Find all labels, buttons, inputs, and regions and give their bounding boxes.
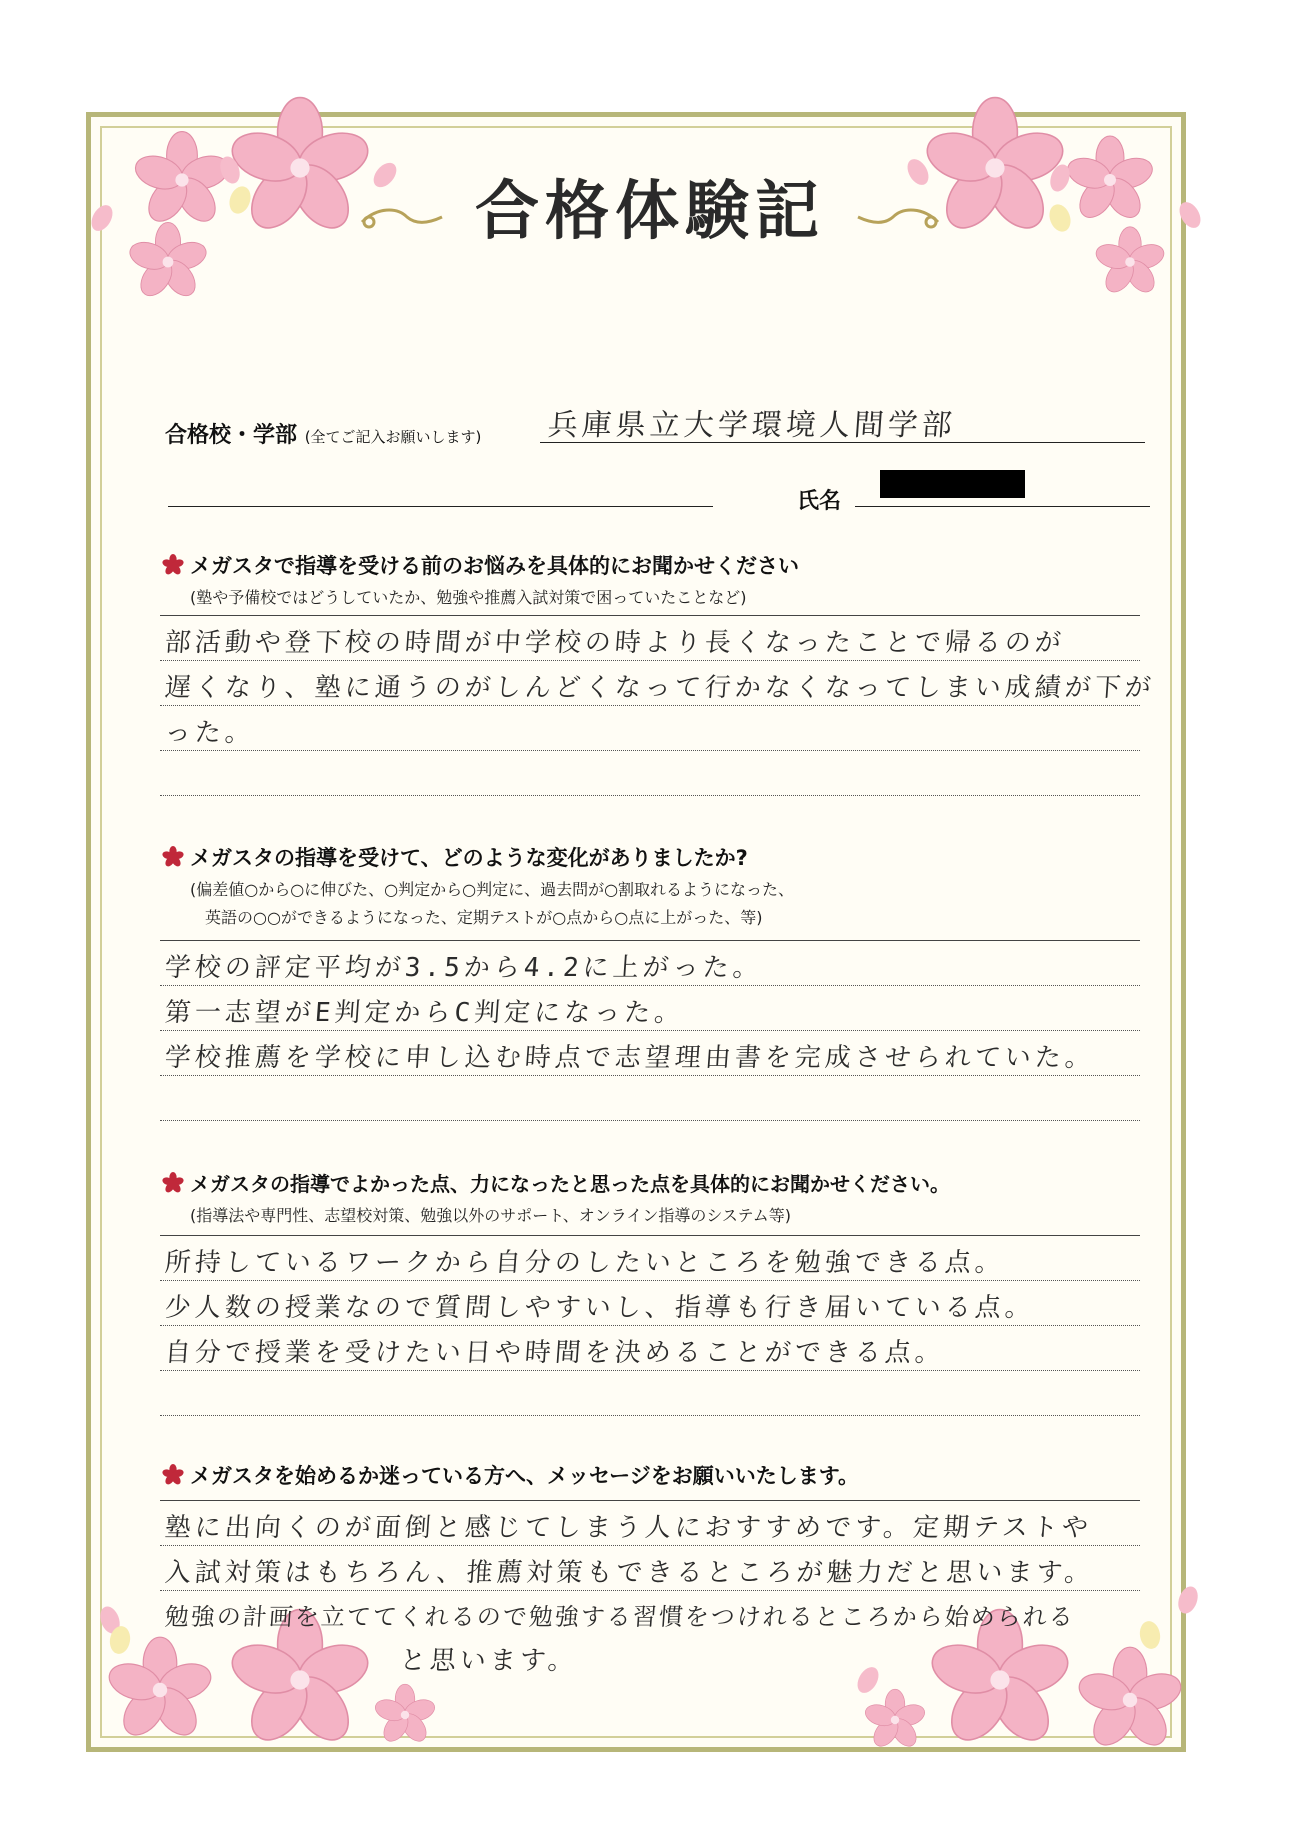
rule-line [160, 750, 1140, 751]
blossom-icon [863, 1689, 928, 1750]
section-1-answer-1: 部活動や登下校の時間が中学校の時より長くなったことで帰るのが [163, 628, 1066, 658]
section-4-heading-text: メガスタを始めるか迷っている方へ、メッセージをお願いいたします。 [190, 1464, 860, 1488]
blossom-icon [1075, 1647, 1186, 1752]
section-4-answer-2: 入試対策はもちろん、推薦対策もできるところが魅力だと思います。 [163, 1558, 1096, 1588]
section-4-answer-3: 勉強の計画を立ててくれるので勉強する習慣をつけれるところから始められる [163, 1603, 1076, 1631]
rule-line [160, 795, 1140, 796]
section-2-heading-text: メガスタの指導を受けて、どのような変化がありましたか? [190, 846, 748, 870]
sakura-bullet-icon [162, 1464, 184, 1486]
rule-line [160, 615, 1140, 616]
rule-line [160, 660, 1140, 661]
sakura-bullet-icon [162, 554, 184, 576]
school-note: (全てご記入お願いします) [304, 428, 482, 446]
rule-line [160, 1500, 1140, 1501]
rule-line [160, 1590, 1140, 1591]
section-3-answer-2: 少人数の授業なので質問しやすいし、指導も行き届いている点。 [163, 1293, 1036, 1323]
section-3-answer-3: 自分で授業を受けたい日や時間を決めることができる点。 [163, 1338, 946, 1368]
rule-line [160, 705, 1140, 706]
petal-icon [853, 1663, 883, 1696]
petal-yellow-icon [1138, 1619, 1163, 1650]
name-label: 氏名 [797, 489, 842, 514]
section-2-answer-1: 学校の評定平均が3.5から4.2に上がった。 [163, 953, 764, 983]
section-1-heading [162, 550, 799, 580]
section-4-answer-4: と思います。 [398, 1646, 579, 1676]
name-underline [855, 506, 1150, 507]
section-2-note-2: 英語の○○ができるようになった、定期テストが○点から○点に上がった、等) [205, 908, 763, 927]
school-label: 合格校・学部 [165, 423, 298, 448]
page-title [0, 160, 1300, 252]
section-2-answer-3: 学校推薦を学校に申し込む時点で志望理由書を完成させられていた。 [163, 1043, 1096, 1073]
section-3-note: (指導法や専門性、志望校対策、勉強以外のサポート、オンライン指導のシステム等) [190, 1206, 791, 1225]
section-3-heading [162, 1168, 950, 1197]
sakura-bullet-icon [162, 1172, 184, 1194]
school-label-row [165, 418, 481, 449]
school-value: 兵庫県立大学環境人間学部 [546, 408, 957, 443]
section-3-answer-1: 所持しているワークから自分のしたいところを勉強できる点。 [163, 1248, 1006, 1278]
rule-line [160, 1325, 1140, 1326]
flourish-right-icon [853, 202, 943, 232]
rule-line [160, 1415, 1140, 1416]
rule-line [160, 1120, 1140, 1121]
rule-line [160, 1075, 1140, 1076]
rule-line [160, 1545, 1140, 1546]
rule-line [160, 1370, 1140, 1371]
rule-line [160, 1280, 1140, 1281]
rule-line [160, 1235, 1140, 1236]
sakura-bullet-icon [162, 846, 184, 868]
section-1-answer-2: 遅くなり、塾に通うのがしんどくなって行かなくなってしまい成績が下が [163, 673, 1156, 703]
section-4-heading [162, 1460, 859, 1490]
section-1-note: (塾や予備校ではどうしていたか、勉強や推薦入試対策で困っていたことなど) [190, 588, 747, 607]
section-2-note-1: (偏差値○から○に伸びた、○判定から○判定に、過去問が○割取れるようになった、 [190, 880, 795, 899]
section-3-heading-text: メガスタの指導でよかった点、力になったと思った点を具体的にお聞かせください。 [190, 1172, 950, 1196]
section-2-answer-2: 第一志望がE判定からC判定になった。 [163, 998, 686, 1028]
section-2-heading [162, 842, 748, 872]
section-1-heading-text: メガスタで指導を受ける前のお悩みを具体的にお聞かせください [190, 554, 799, 578]
flourish-left-icon [357, 202, 447, 232]
rule-line [160, 940, 1140, 941]
school-underline [540, 442, 1145, 443]
name-redaction [880, 470, 1025, 498]
petal-icon [1175, 1584, 1201, 1616]
rule-line [160, 1030, 1140, 1031]
blank-underline [168, 506, 713, 507]
section-4-answer-1: 塾に出向くのが面倒と感じてしまう人におすすめです。定期テストや [163, 1513, 1094, 1543]
section-1-answer-3: った。 [163, 718, 256, 748]
title-text: 合格体験記 [475, 174, 825, 249]
rule-line [160, 985, 1140, 986]
blossom-icon [373, 1684, 438, 1745]
